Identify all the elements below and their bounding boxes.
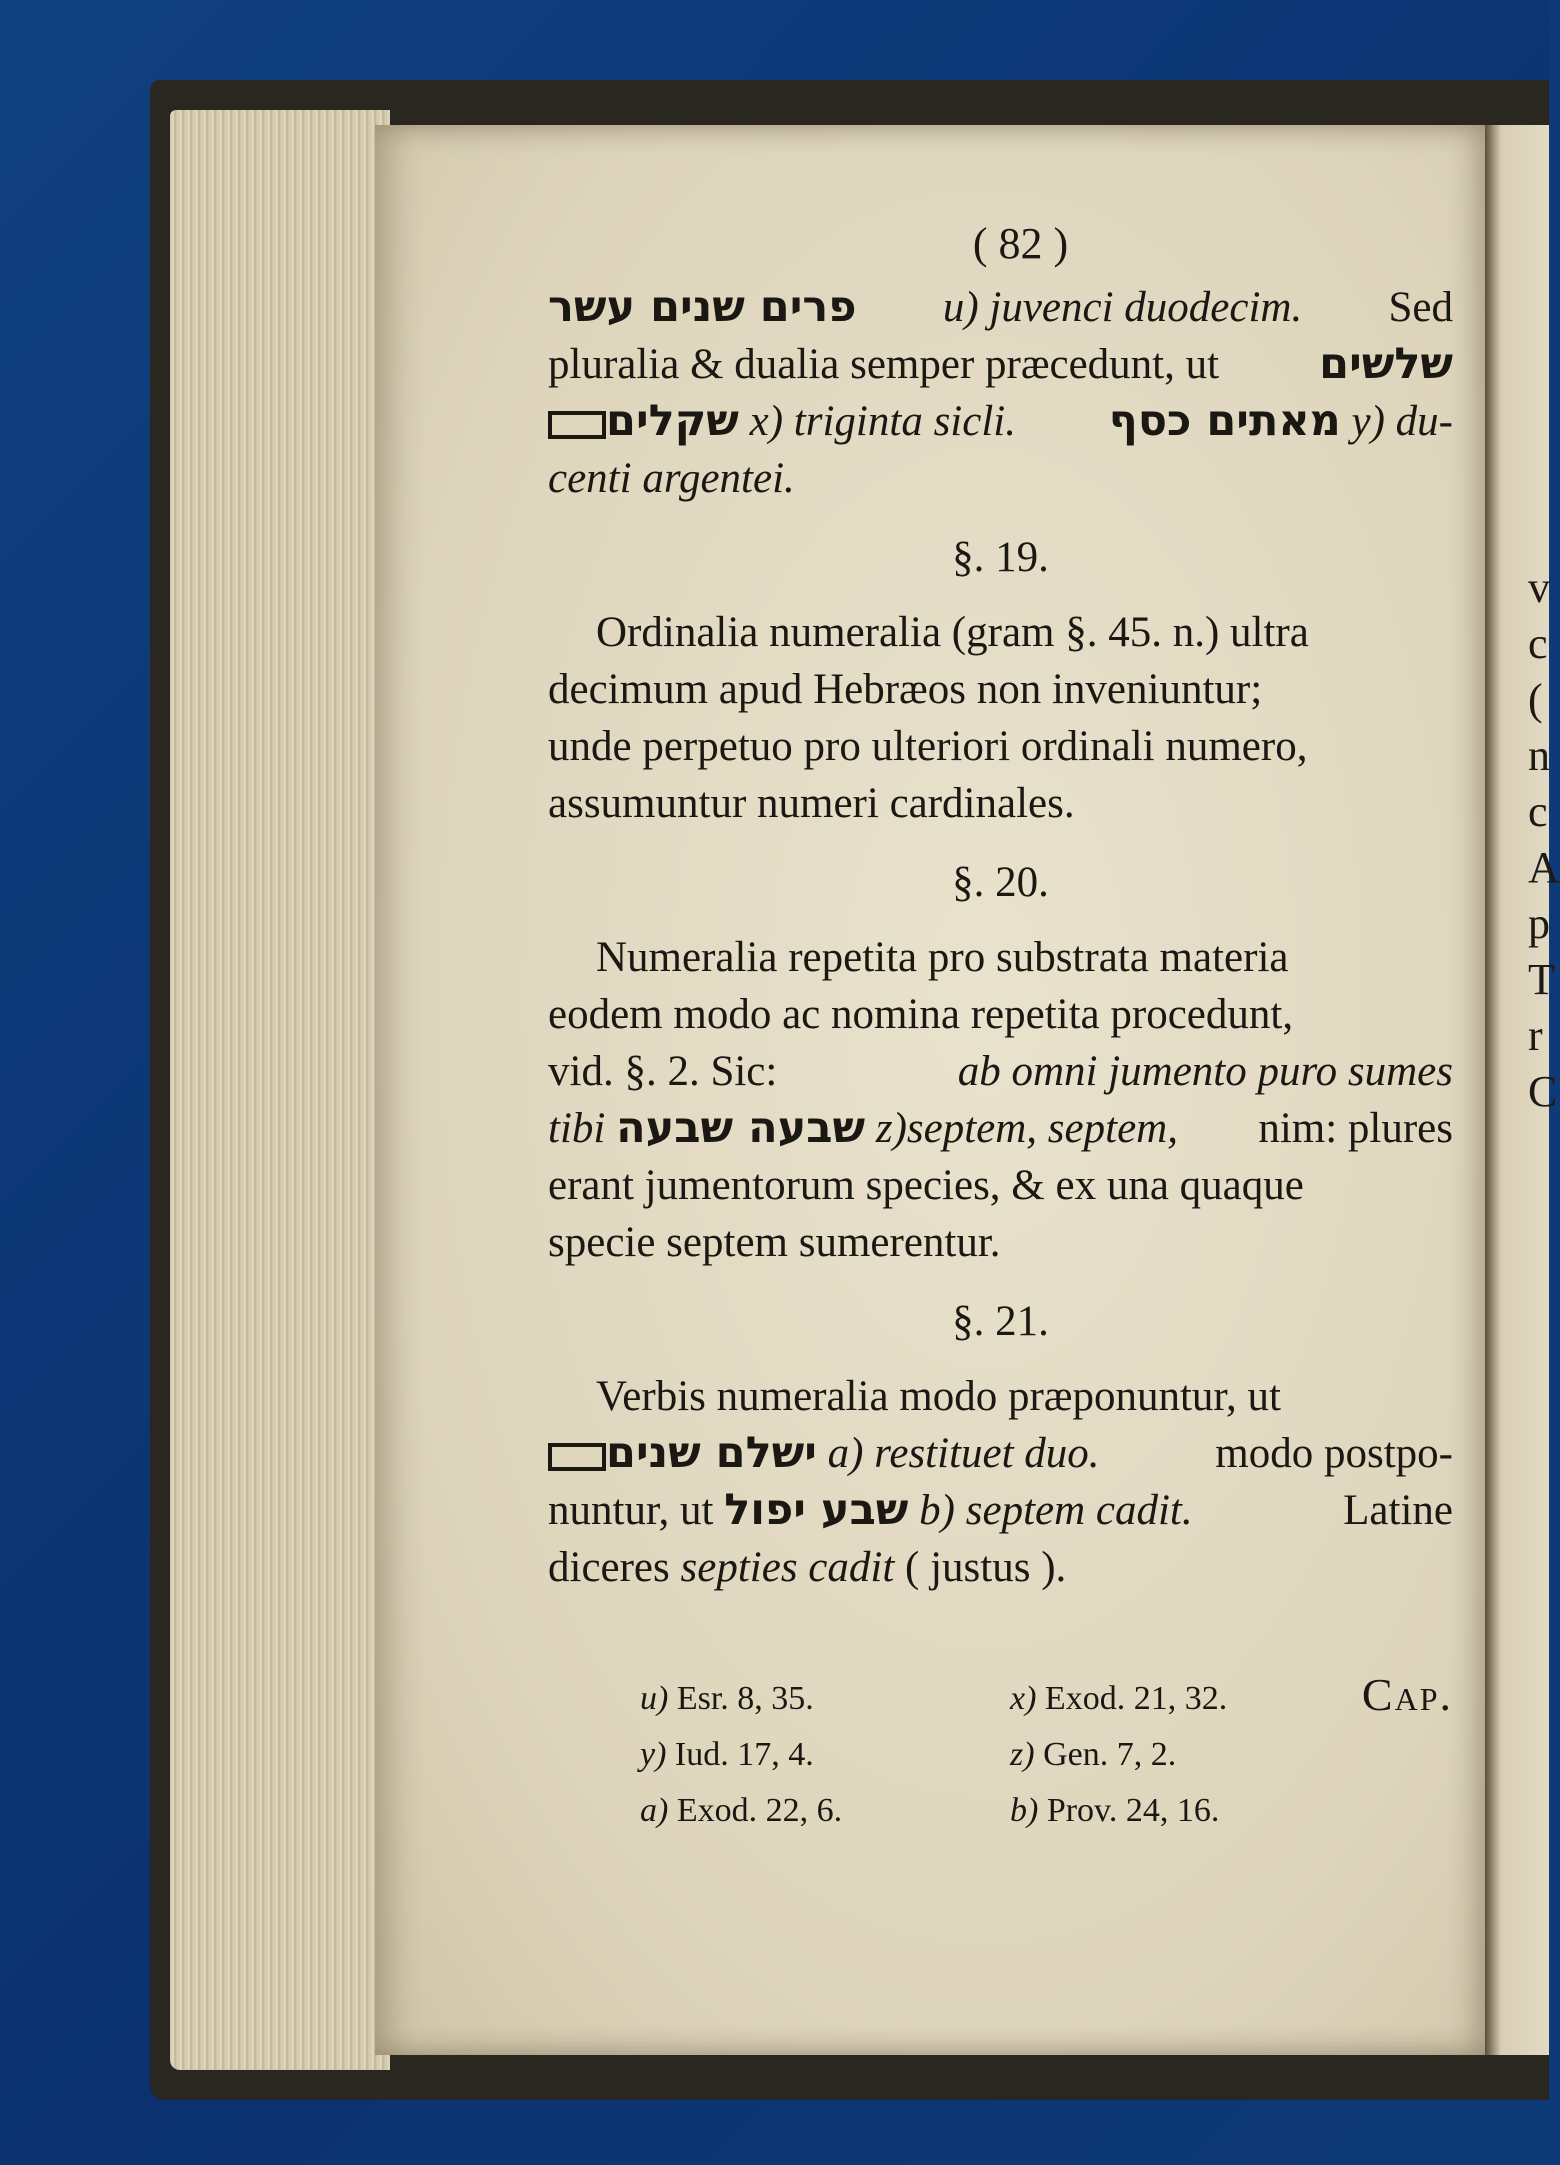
catchword: Cap. xyxy=(1361,1669,1453,1720)
text-line: unde perpetuo pro ulteriori ordinali numero, xyxy=(548,723,1308,770)
footnote: z) Gen. 7, 2. xyxy=(1010,1736,1177,1773)
page-number: ( 82 ) xyxy=(972,219,1069,268)
hebrew-text: ישלם שנים xyxy=(606,1428,817,1478)
text-line: specie septem sumerentur. xyxy=(548,1219,1001,1266)
footnote: b) Prov. 24, 16. xyxy=(1010,1792,1220,1829)
final-mem-glyph xyxy=(548,1443,606,1471)
hebrew-text: פרים שנים עשר xyxy=(548,282,857,332)
page-edges xyxy=(170,110,390,2070)
text-line: vid. §. 2. Sic: ab omni jumento puro sumes xyxy=(548,1048,1453,1095)
hebrew-text: מאתים כסף xyxy=(1108,396,1341,446)
facing-page-fragments: v c ( n c A p T r C xyxy=(1528,563,1560,1116)
footnote: a) Exod. 22, 6. xyxy=(640,1792,843,1829)
text-line: Verbis numeralia modo præponuntur, ut xyxy=(596,1373,1281,1420)
section-heading-19: §. 19. xyxy=(952,534,1049,581)
text-line: centi argentei. xyxy=(548,455,795,502)
section-heading-20: §. 20. xyxy=(952,859,1049,906)
footnotes xyxy=(640,1680,1380,1830)
text-line: assumuntur numeri cardinales. xyxy=(548,780,1075,827)
hebrew-text: שבע יפול xyxy=(724,1485,909,1535)
hebrew-text: שבעה שבעה xyxy=(616,1103,866,1153)
section-heading-21: §. 21. xyxy=(952,1298,1049,1345)
hebrew-text: שקלים xyxy=(606,396,739,446)
footnote-mark: u) xyxy=(942,284,979,331)
footnote: x) Exod. 21, 32. xyxy=(1010,1680,1228,1717)
text-line: Numeralia repetita pro substrata materia xyxy=(596,934,1289,981)
final-mem-glyph xyxy=(548,411,606,439)
text-line: eodem modo ac nomina repetita procedunt, xyxy=(548,991,1294,1038)
text-line: tibi שבעה שבעה z)septem, septem, nim: plures xyxy=(548,1103,1453,1153)
text-line: Ordinalia numeralia (gram §. 45. n.) ultra xyxy=(596,609,1309,656)
latin-gloss: juvenci duodecim. xyxy=(989,284,1303,331)
footnote: y) Iud. 17, 4. xyxy=(640,1736,814,1773)
text-line: nuntur, ut שבע יפול b) septem cadit. Latine xyxy=(548,1485,1453,1535)
text-line: erant jumentorum species, & ex una quaque xyxy=(548,1162,1304,1209)
text-line: decimum apud Hebræos non inveniuntur; xyxy=(548,666,1263,713)
text-line: ישלם שנים a) restituet duo. modo postpo- xyxy=(548,1425,1453,1482)
text-line: pluralia & dualia semper præcedunt, ut שלשים xyxy=(548,336,1453,393)
page-content xyxy=(548,215,1453,1723)
text-line: שקלים x) triginta sicli. מאתים כסף y) du- xyxy=(548,393,1453,450)
text-line: פרים שנים עשר u) juvenci duodecim. Sed xyxy=(548,279,1453,336)
footnote: u) Esr. 8, 35. xyxy=(640,1680,814,1717)
hebrew-text: שלשים xyxy=(1319,339,1453,389)
text-line: diceres septies cadit ( justus ). xyxy=(548,1544,1067,1591)
